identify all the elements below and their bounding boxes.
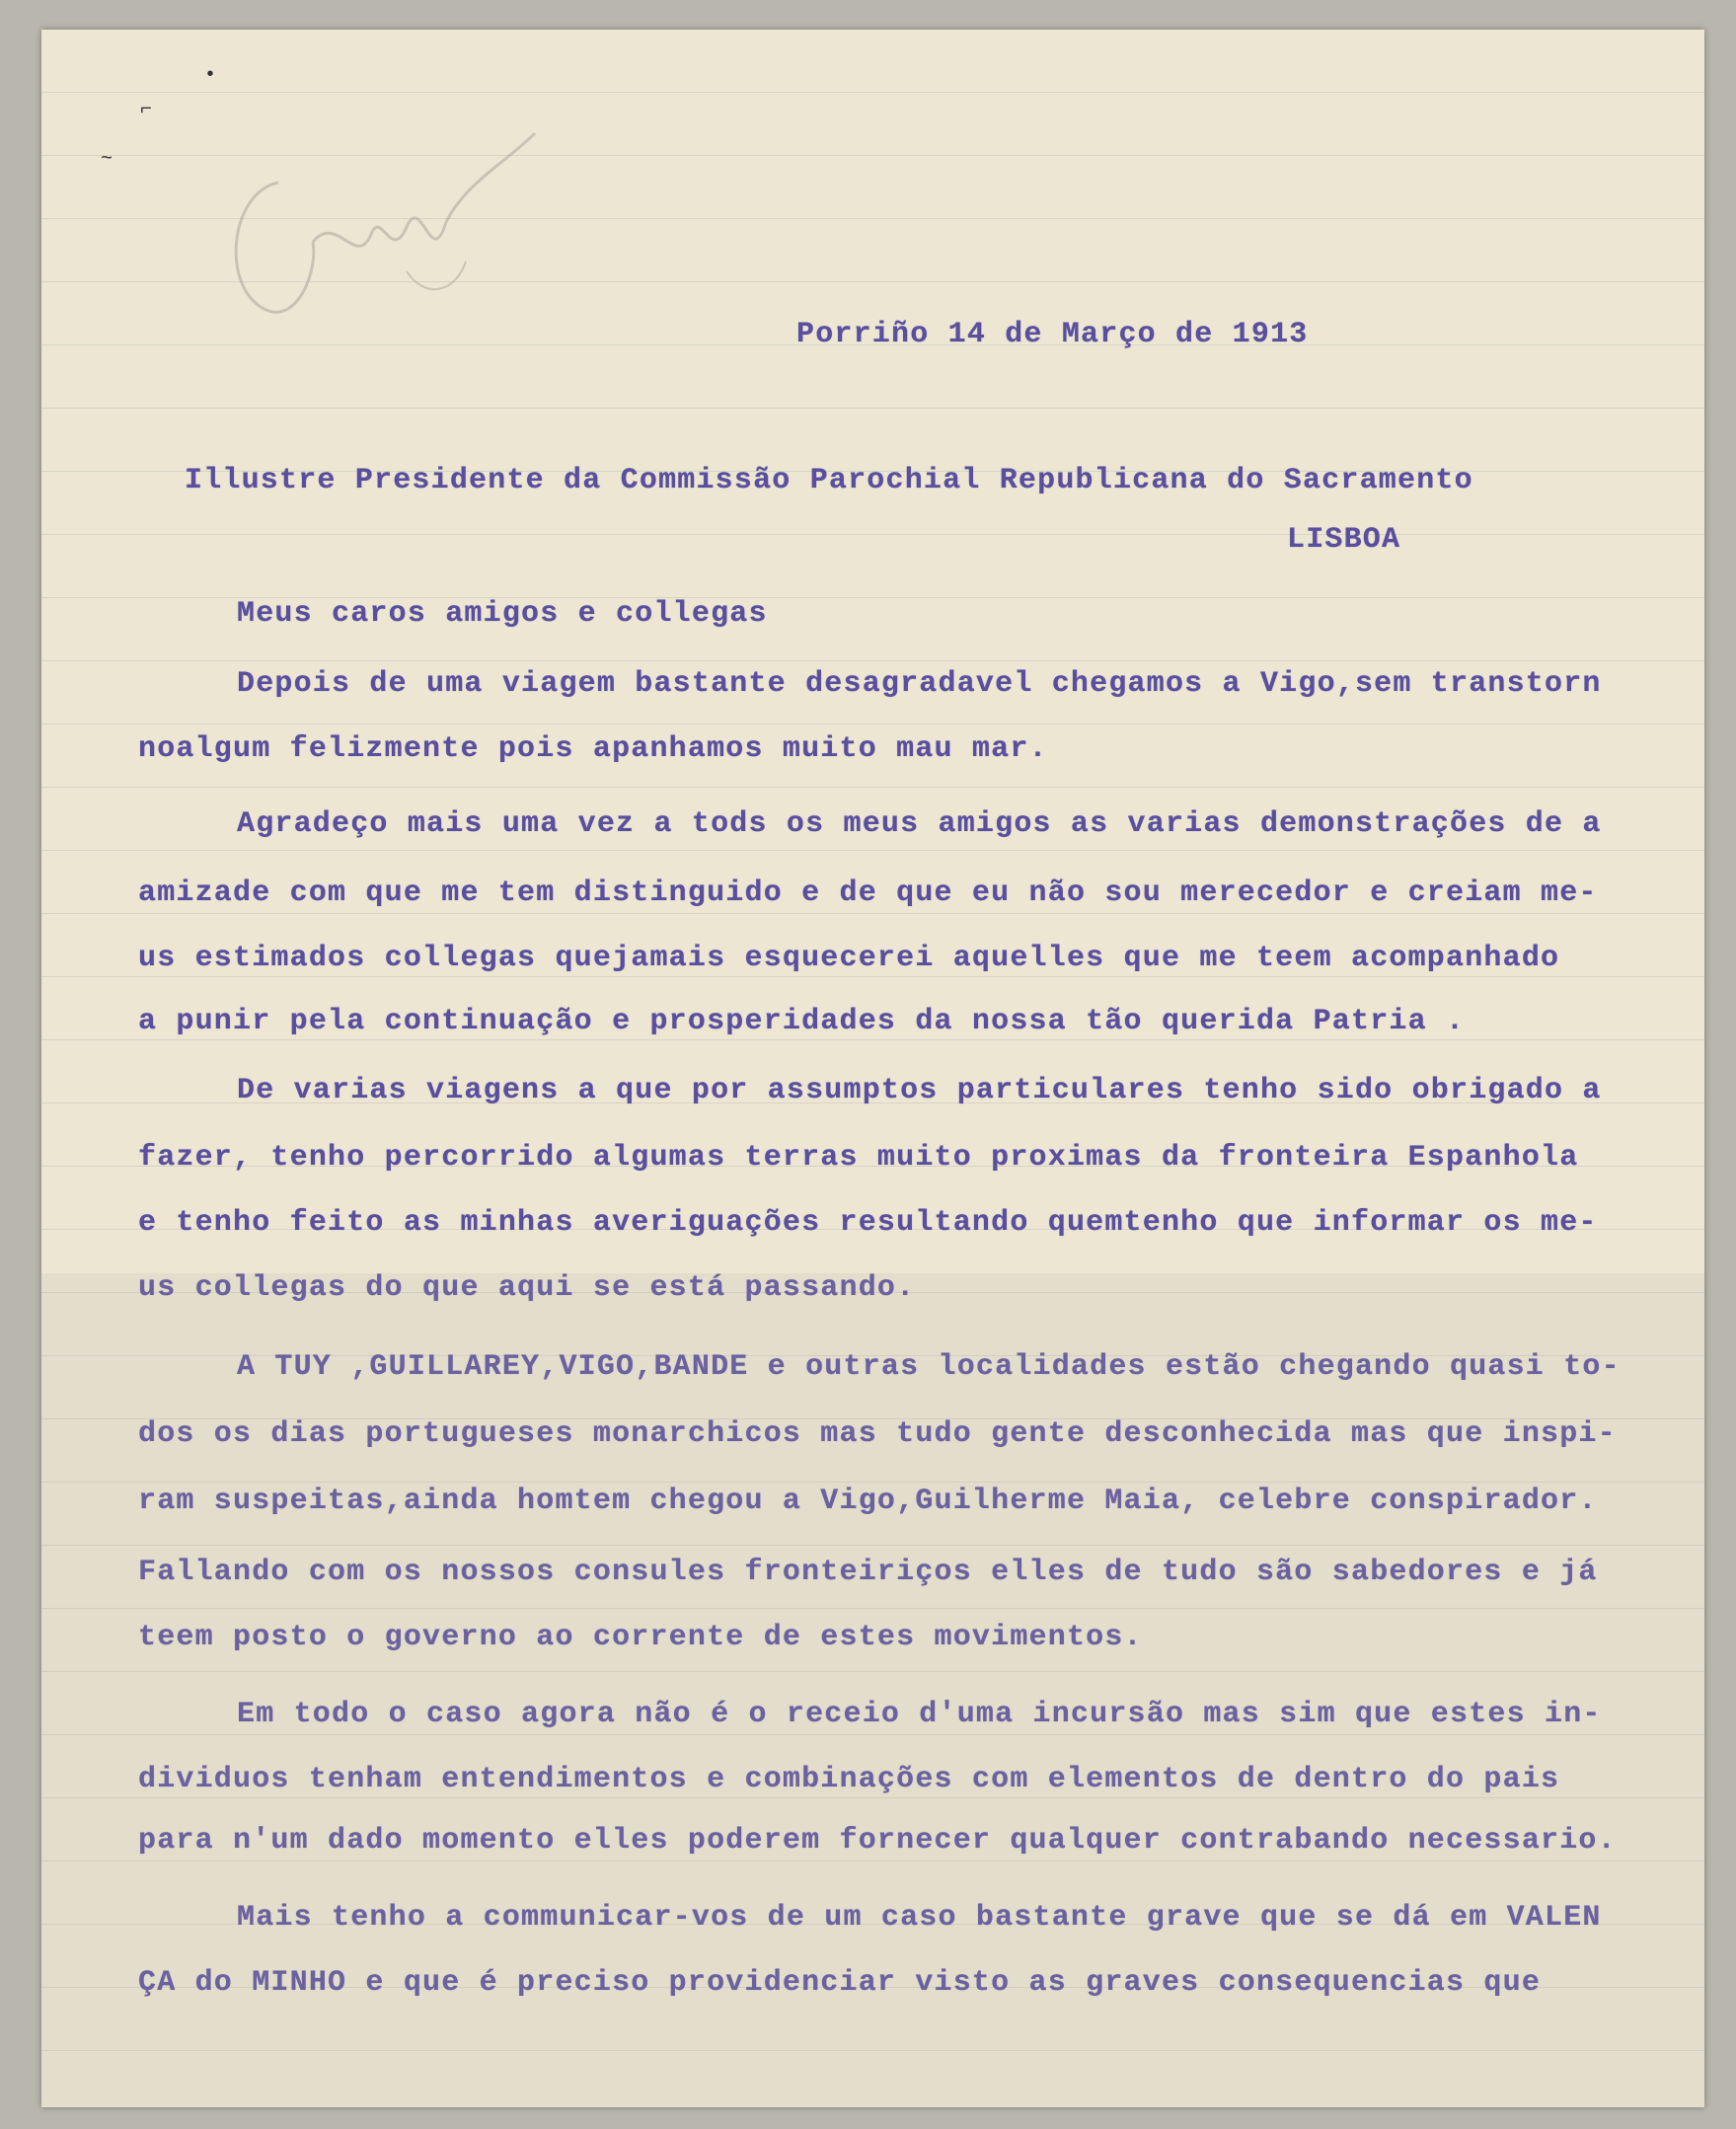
body-line: us estimados collegas quejamais esquecerei aquelles que me teem acompanhado xyxy=(138,942,1560,975)
body-line: A TUY ,GUILLAREY,VIGO,BANDE e outras localidades estão chegando quasi to- xyxy=(237,1350,1621,1384)
ink-dot: • xyxy=(204,64,217,87)
letter-page xyxy=(41,30,1704,2107)
body-line: ÇA do MINHO e que é preciso providenciar visto as graves consequencias que xyxy=(138,1966,1542,2000)
body-line: De varias viagens a que por assumptos particulares tenho sido obrigado a xyxy=(237,1074,1602,1107)
body-line: e tenho feito as minhas averiguações resultando quemtenho que informar os me- xyxy=(138,1206,1598,1240)
addressee: Illustre Presidente da Commissão Parochial Republicana do Sacramento xyxy=(185,464,1473,497)
body-line: teem posto o governo ao corrente de estes movimentos. xyxy=(138,1621,1143,1654)
body-line: amizade com que me tem distinguido e de que eu não sou merecedor e creiam me- xyxy=(138,876,1598,910)
body-line: fazer, tenho percorrido algumas terras muito proximas da fronteira Espanhola xyxy=(138,1141,1579,1175)
body-line: Fallando com os nossos consules fronteiriços elles de tudo são sabedores e já xyxy=(138,1556,1598,1589)
body-line: Em todo o caso agora não é o receio d'uma incursão mas sim que estes in- xyxy=(237,1698,1602,1731)
body-line: para n'um dado momento elles poderem fornecer qualquer contrabando necessario. xyxy=(138,1824,1617,1858)
body-line: Mais tenho a communicar-vos de um caso bastante grave que se dá em VALEN xyxy=(237,1901,1602,1935)
typed-letter xyxy=(41,30,1704,2107)
ink-mark: ⌐ xyxy=(140,99,153,121)
salutation: Meus caros amigos e collegas xyxy=(237,597,768,631)
dateline: Porriño 14 de Março de 1913 xyxy=(796,318,1309,351)
addressee-city: LISBOA xyxy=(1287,523,1401,557)
body-line: a punir pela continuação e prosperidades da nossa tão querida Patria . xyxy=(138,1005,1466,1038)
body-line: ram suspeitas,ainda homtem chegou a Vigo,Guilherme Maia, celebre conspirador. xyxy=(138,1484,1598,1518)
body-line: Agradeço mais uma vez a tods os meus amigos as varias demonstrações de a xyxy=(237,807,1602,841)
body-line: us collegas do que aqui se está passando. xyxy=(138,1271,916,1305)
body-line: Depois de uma viagem bastante desagradavel chegamos a Vigo,sem transtorn xyxy=(237,667,1602,701)
ink-mark: ~ xyxy=(101,148,113,171)
body-line: noalgum felizmente pois apanhamos muito mau mar. xyxy=(138,732,1048,766)
body-line: dividuos tenham entendimentos e combinações com elementos de dentro do pais xyxy=(138,1763,1560,1796)
body-line: dos os dias portugueses monarchicos mas tudo gente desconhecida mas que inspi- xyxy=(138,1417,1617,1451)
